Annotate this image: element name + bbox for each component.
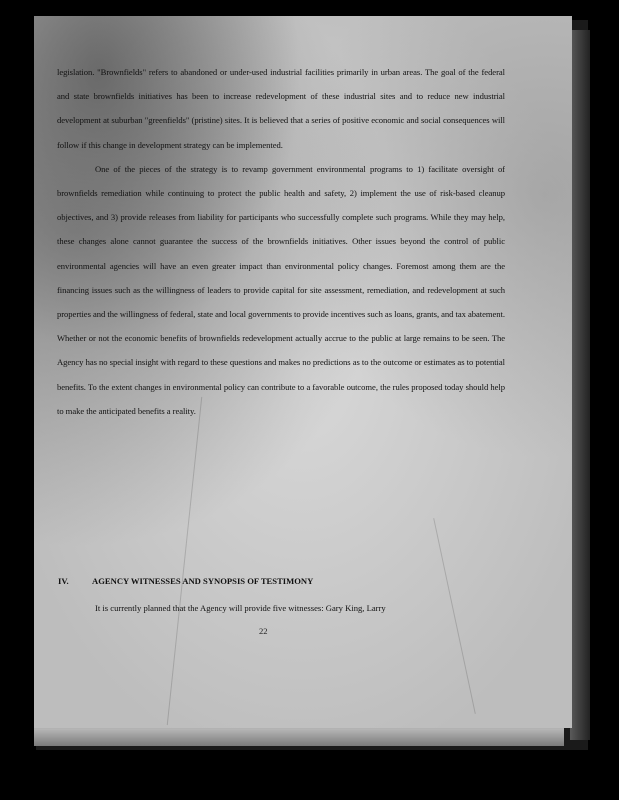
paragraph-1: legislation. "Brownfields" refers to abandoned or under-used industrial facilities primarily in urban areas. The goal of the federal and state brownfields initiatives has been to increase redevelopment of these industrial sites and to reduce new industrial development at suburban "greenfields" (pristine) sites. It is believed that a series of positive economic and social consequences will follow if this change in development strategy can be implemented.: [57, 67, 505, 150]
section-title: AGENCY WITNESSES AND SYNOPSIS OF TESTIMONY: [92, 576, 314, 586]
body-text: [57, 60, 505, 423]
paragraph-3: It is currently planned that the Agency will provide five witnesses: Gary King, Larry: [95, 603, 386, 613]
paper-stack-edge: [570, 30, 590, 740]
paper-crease: [167, 397, 202, 725]
paragraph-2: One of the pieces of the strategy is to revamp government environmental programs to 1) facilitate oversight of brownfields remediation while continuing to protect the public health and safety, 2) implement the use of risk-based cleanup objectives, and 3) provide releases from liability for participants who successfully complete such programs. While they may help, these changes alone cannot guarantee the success of the brownfields initiatives. Other issues beyond the control of public environmental agencies will have an even greater impact than environmental policy changes. Foremost among them are the financing issues such as the willingness of leaders to provide capital for site assessment, remediation, and redevelopment at such properties and the willingness of federal, state and local governments to provide incentives such as loans, grants, and tax abatement. Whether or not the economic benefits of brownfields redevelopment actually accrue to the public at large remains to be seen. The Agency has no special insight with regard to these questions and makes no predictions as to the outcome or estimates as to potential benefits. To the extent changes in environmental policy can contribute to a favorable outcome, the rules proposed today should help to make the anticipated benefits a reality.: [57, 163, 505, 416]
section-number: IV.: [58, 576, 69, 586]
paper-crease: [433, 518, 476, 714]
page-number: 22: [259, 626, 268, 636]
section-heading: [58, 576, 498, 586]
